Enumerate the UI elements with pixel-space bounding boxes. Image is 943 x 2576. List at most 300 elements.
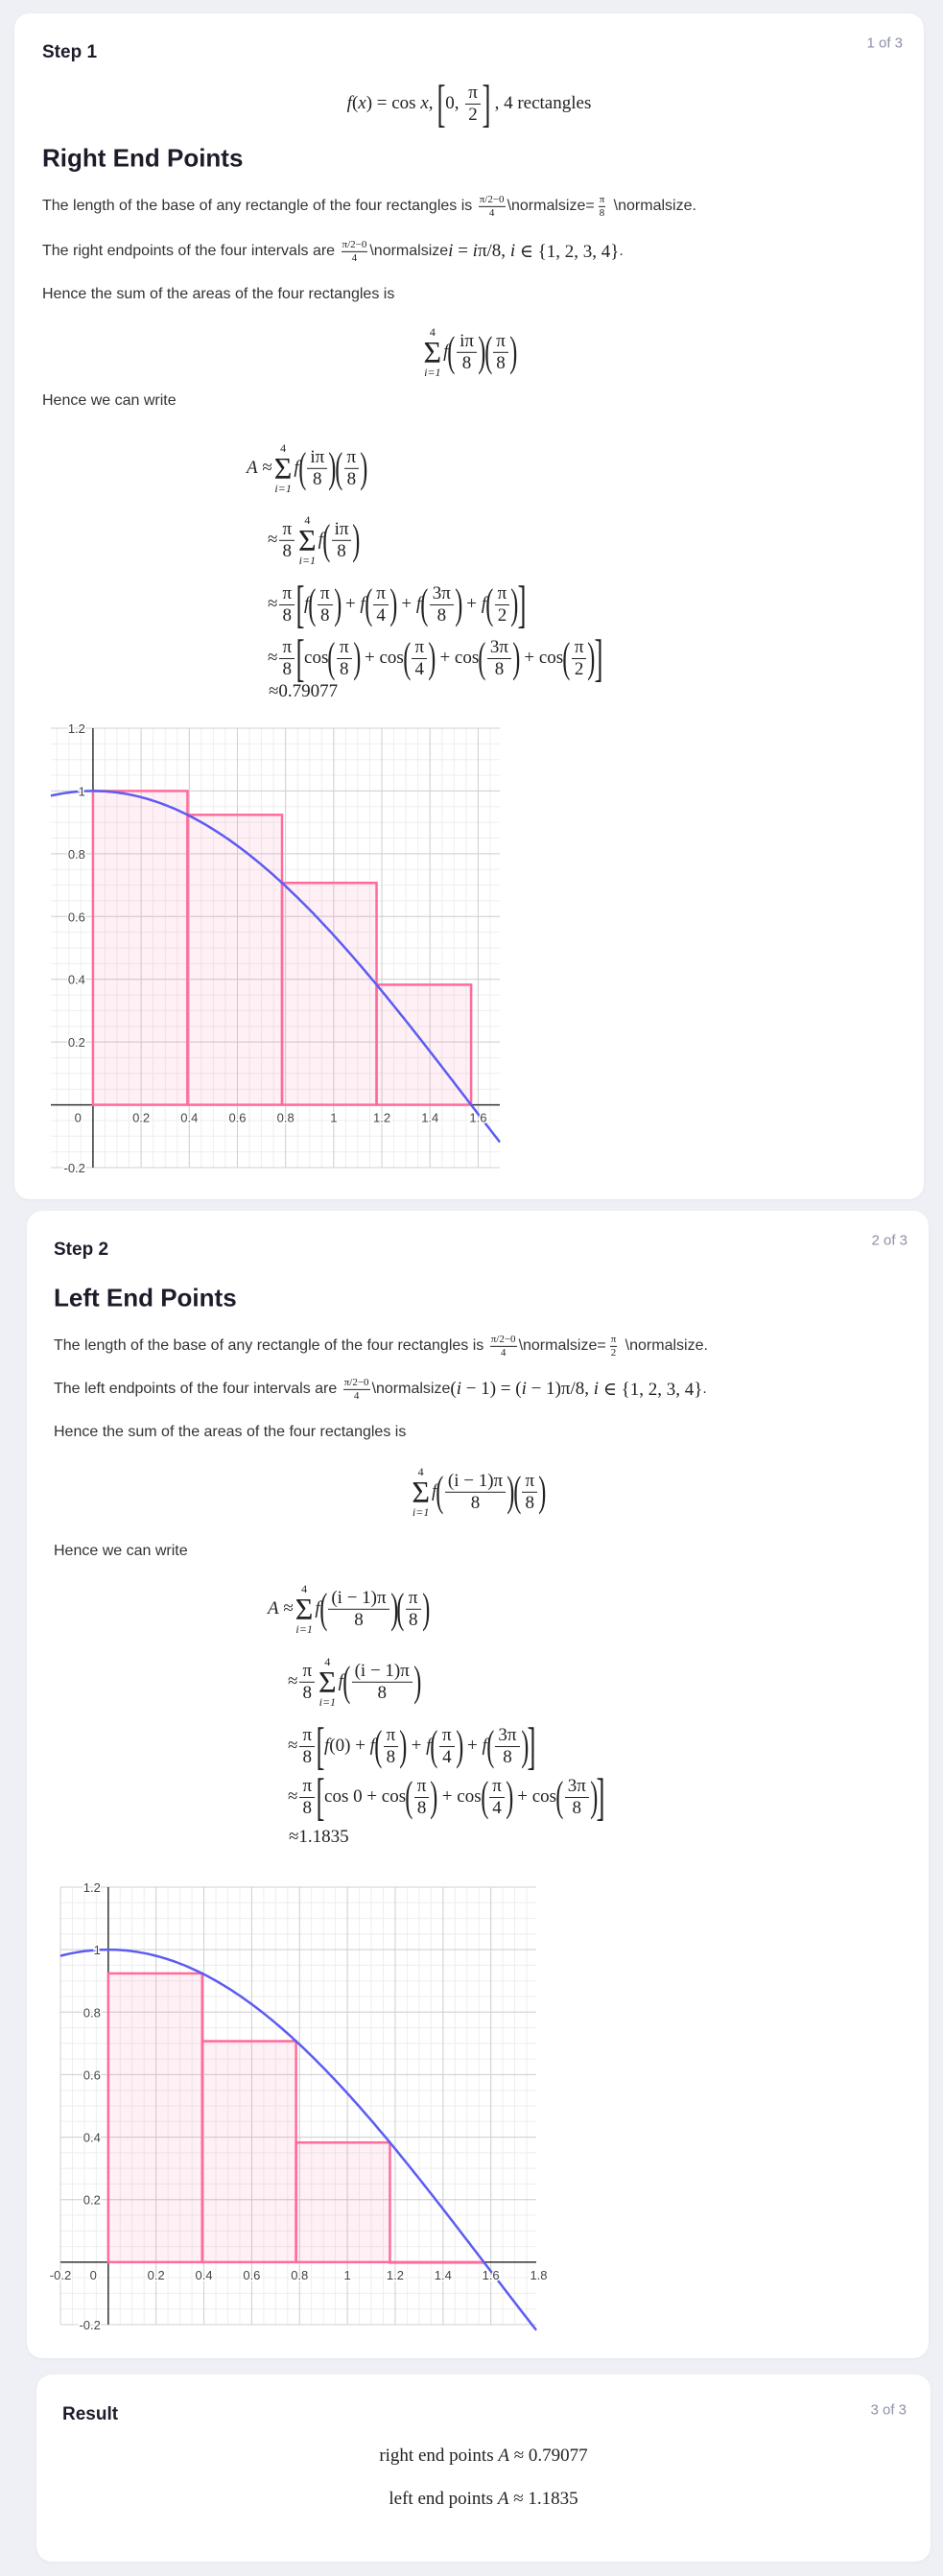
math-variable: x [420, 93, 429, 113]
fraction [373, 583, 389, 626]
denominator: 8 [386, 1746, 396, 1767]
section-heading: Right End Points [42, 143, 244, 173]
math-text: (0) + [329, 1736, 370, 1756]
right-paren: ) [430, 1773, 438, 1820]
fraction [495, 1725, 519, 1768]
bracket: [ [316, 1717, 325, 1775]
fraction [344, 447, 360, 490]
numerator: π [489, 1776, 505, 1798]
math-text: + [406, 1736, 427, 1756]
y-tick-label: 1.2 [83, 1880, 101, 1895]
derivation-line [247, 442, 367, 494]
numerator: π/2−0 [342, 238, 367, 250]
left-paren: ( [327, 634, 336, 681]
bracket: ] [482, 75, 491, 132]
math-variable: f [338, 1670, 343, 1691]
denominator: 8 [408, 1609, 418, 1630]
denominator: 8 [494, 658, 505, 679]
fraction [457, 331, 477, 374]
sum-upper-limit: 4 [280, 440, 287, 455]
fraction [279, 583, 295, 626]
math-text: ≈ [288, 1736, 298, 1756]
math-text: , [428, 93, 438, 113]
sum-formula [27, 1466, 929, 1518]
numerator: π/2−0 [490, 1333, 516, 1345]
right-paren: ) [590, 1773, 599, 1820]
paragraph-base-length [42, 194, 696, 219]
fraction [279, 519, 295, 562]
sum-lower-limit: i=1 [424, 366, 441, 380]
math-text: ≈ [268, 648, 278, 668]
fraction [299, 1661, 315, 1704]
x-tick-label: 0.8 [276, 1110, 295, 1125]
left-paren: ( [308, 580, 317, 627]
step-1-label: Step 1 [42, 42, 98, 62]
left-paren: ( [335, 443, 343, 491]
fraction [489, 1776, 505, 1819]
math-variable: A [497, 2489, 509, 2509]
denominator: 8 [302, 1746, 312, 1767]
left-paren: ( [430, 1722, 438, 1769]
right-paren: ) [352, 515, 361, 563]
left-paren: ( [396, 1584, 405, 1632]
text-segment: \normalsize= [507, 198, 595, 214]
math-variable: f [315, 1597, 320, 1619]
numerator: (i − 1)π [328, 1588, 389, 1610]
derivation-result [269, 681, 338, 702]
math-variable: f [482, 1736, 487, 1756]
math-variable: i [593, 1379, 600, 1399]
y-tick-label: 0.8 [67, 846, 85, 862]
math-text: cos [304, 648, 329, 668]
x-tick-label: 1 [343, 2267, 351, 2282]
numerator: π/2−0 [343, 1376, 369, 1388]
math-text: ≈ 1.1835 [508, 2489, 578, 2509]
sum-lower-limit: i=1 [295, 1622, 313, 1637]
math-text: ≈ [288, 1786, 298, 1807]
denominator: 8 [436, 604, 447, 626]
math-variable: A [268, 1597, 279, 1619]
left-paren: ( [298, 443, 307, 491]
left-paren: ( [405, 1773, 413, 1820]
y-tick-label: 0.2 [83, 2192, 101, 2208]
numerator: π [299, 1776, 315, 1798]
step-2-card [27, 1211, 929, 2358]
numerator: 3π [495, 1725, 519, 1747]
left-paren: ( [374, 1722, 383, 1769]
text-segment: . [702, 1381, 707, 1397]
right-endpoint-graph [51, 721, 500, 1175]
numerator: 3π [565, 1776, 589, 1798]
fraction [343, 1377, 370, 1402]
numerator: π [610, 1333, 617, 1345]
x-tick-label: -0.2 [49, 2267, 72, 2282]
write-intro: Hence we can write [42, 392, 177, 409]
math-text: + cos [519, 648, 564, 668]
sum-upper-limit: 4 [417, 1464, 424, 1478]
fraction [352, 1661, 413, 1704]
math-text: + [396, 594, 416, 614]
math-text: ∈ {1, 2, 3, 4} [515, 241, 620, 262]
left-paren: ( [485, 580, 494, 627]
fraction [493, 331, 508, 374]
left-paren: ( [319, 1584, 328, 1632]
bracket: ] [596, 1768, 605, 1826]
left-paren: ( [447, 327, 456, 375]
fraction [597, 194, 608, 219]
numerator: π [439, 1725, 455, 1747]
numerator: π [412, 637, 427, 659]
x-tick-label: 1.2 [373, 1110, 391, 1125]
numerator: (i − 1)π [352, 1661, 413, 1683]
numerator: π [414, 1776, 430, 1798]
fraction [406, 1588, 421, 1631]
text-segment: The left endpoints of the four intervals are [54, 1381, 342, 1397]
numerator: (i − 1)π [445, 1471, 506, 1493]
y-tick-label: 0.4 [67, 972, 85, 987]
derivation-line [268, 629, 603, 687]
math-variable: f [415, 594, 422, 614]
numerator: π [522, 1471, 537, 1493]
step-2-counter: 2 of 3 [871, 1232, 908, 1249]
fraction [479, 194, 506, 219]
derivation-result [289, 1827, 349, 1848]
text-segment: \normalsize. [621, 1337, 708, 1354]
fraction [490, 1334, 517, 1359]
fraction [495, 583, 510, 626]
sum-lower-limit: i=1 [412, 1505, 430, 1520]
text-segment: . [619, 243, 624, 259]
left-paren: ( [436, 1467, 444, 1515]
fraction [565, 1776, 589, 1819]
right-paren: ) [507, 1467, 515, 1515]
text-segment: Hence the sum of the areas of the four rectangles is [42, 286, 395, 302]
riemann-rectangle [187, 815, 282, 1104]
x-tick-label: 0.6 [228, 1110, 247, 1125]
paragraph-sum-intro [54, 1424, 406, 1441]
denominator: 4 [442, 1746, 452, 1767]
right-paren: ) [360, 443, 368, 491]
derivation-line [288, 1717, 536, 1775]
denominator: 8 [337, 540, 346, 561]
right-paren: ) [352, 634, 361, 681]
bracket: [ [295, 576, 305, 633]
text-segment: The length of the base of any rectangle of the four rectangles is [54, 1337, 488, 1354]
math-text: ( [450, 1379, 457, 1399]
math-text: + [461, 594, 482, 614]
denominator: 8 [461, 352, 472, 373]
text-segment: The length of the base of any rectangle of the four rectangles is [42, 198, 477, 214]
denominator: 8 [377, 1682, 387, 1703]
right-paren: ) [389, 580, 398, 627]
text-segment: Hence the sum of the areas of the four rectangles is [54, 1424, 407, 1440]
paragraph-endpoints [54, 1377, 707, 1402]
right-paren: ) [455, 1722, 463, 1769]
numerator: π [465, 83, 481, 105]
numerator: π [599, 193, 605, 205]
math-text: cos 0 + cos [324, 1786, 407, 1807]
sigma-symbol: Σ [295, 1591, 314, 1626]
denominator: 8 [346, 468, 357, 489]
sum-lower-limit: i=1 [318, 1695, 337, 1710]
math-text: right end points [379, 2446, 499, 2466]
result-right-endpoints [36, 2446, 931, 2467]
text-segment: \normalsize [369, 243, 449, 259]
math-text: ≈ [288, 1670, 298, 1691]
denominator: 8 [282, 540, 292, 561]
denominator: 8 [354, 1609, 364, 1630]
fraction [299, 1725, 315, 1768]
math-text: + [462, 1736, 483, 1756]
math-variable: f [324, 1736, 330, 1756]
text-segment: \normalsize [371, 1381, 451, 1397]
right-paren: ) [506, 1773, 514, 1820]
left-paren: ( [486, 1722, 495, 1769]
math-text: + cos [435, 648, 480, 668]
denominator: 4 [351, 251, 358, 264]
denominator: 4 [353, 1389, 360, 1402]
x-tick-label: 1.4 [434, 2267, 452, 2282]
math-text: ≈ [257, 457, 272, 478]
math-text: + cos [437, 1786, 482, 1807]
math-text: − 1) = ( [460, 1379, 522, 1399]
fraction [465, 83, 481, 126]
riemann-rectangle [282, 883, 377, 1104]
numerator: π [373, 583, 389, 605]
math-text: ≈ [268, 594, 278, 614]
right-paren: ) [328, 443, 337, 491]
math-variable: f [294, 457, 299, 478]
math-variable: f [369, 1736, 375, 1756]
fraction [318, 583, 333, 626]
denominator: 4 [488, 206, 495, 219]
paragraph-sum-intro [42, 286, 394, 303]
math-text: π/8, [477, 241, 510, 261]
origin-label: 0 [74, 1110, 82, 1125]
derivation-line [268, 514, 360, 566]
sigma-symbol: Σ [298, 522, 317, 557]
left-paren: ( [483, 327, 492, 375]
fraction [384, 1725, 399, 1768]
right-paren: ) [520, 1722, 529, 1769]
step-1-counter: 1 of 3 [866, 35, 903, 52]
x-tick-label: 1.6 [482, 2267, 500, 2282]
y-tick-label: 1 [78, 784, 85, 799]
math-variable: i [472, 241, 478, 261]
numerator: π [279, 637, 295, 659]
math-text: ≈ [268, 529, 278, 550]
summation [412, 1466, 430, 1518]
numerator: π [279, 583, 295, 605]
x-tick-label: 0.2 [132, 1110, 151, 1125]
left-paren: ( [513, 1467, 522, 1515]
fraction [307, 447, 327, 490]
denominator: 8 [282, 658, 292, 679]
sum-lower-limit: i=1 [274, 482, 292, 496]
text-segment: The right endpoints of the four intervals are [42, 243, 340, 259]
math-text: 0, [445, 93, 464, 113]
fraction [332, 519, 352, 562]
fraction [299, 1776, 315, 1819]
denominator: 8 [313, 468, 322, 489]
denominator: 4 [500, 1346, 507, 1359]
x-tick-label: 0.4 [180, 1110, 199, 1125]
bracket: [ [295, 629, 305, 687]
text-segment: \normalsize. [609, 198, 696, 214]
sum-formula [14, 326, 924, 378]
y-tick-label: 0.6 [67, 910, 85, 925]
riemann-rectangle [93, 791, 188, 1104]
math-variable: f [346, 93, 352, 113]
left-endpoint-graph [49, 1880, 548, 2332]
math-variable: f [360, 594, 365, 614]
denominator: 8 [525, 1492, 534, 1513]
y-tick-label: -0.2 [63, 1161, 85, 1175]
denominator: 8 [496, 352, 506, 373]
fraction [439, 1725, 455, 1768]
math-text: + cos [512, 1786, 557, 1807]
math-text: = [453, 241, 473, 261]
sum-upper-limit: 4 [429, 324, 436, 339]
math-text: ≈0.79077 [269, 681, 339, 701]
result-left-endpoints [36, 2489, 931, 2510]
right-paren: ) [333, 580, 342, 627]
left-paren: ( [480, 1773, 488, 1820]
given-formula [14, 75, 924, 132]
bracket: [ [316, 1768, 325, 1826]
math-variable: i [448, 241, 454, 261]
numerator: 3π [487, 637, 511, 659]
x-tick-label: 1 [330, 1110, 338, 1125]
result-card [36, 2375, 931, 2562]
numerator: π [572, 637, 587, 659]
numerator: π [299, 1725, 315, 1747]
fraction [522, 1471, 537, 1514]
numerator: iπ [332, 519, 352, 541]
result-label: Result [62, 2404, 119, 2424]
riemann-rectangle [202, 2042, 296, 2262]
math-variable: A [498, 2446, 509, 2466]
right-paren: ) [399, 1722, 408, 1769]
sum-upper-limit: 4 [324, 1654, 331, 1668]
right-paren: ) [509, 327, 518, 375]
derivation-line [288, 1768, 605, 1826]
sigma-symbol: Σ [273, 450, 293, 485]
sum-upper-limit: 4 [301, 1581, 308, 1595]
numerator: iπ [457, 331, 477, 353]
right-paren: ) [421, 1584, 430, 1632]
denominator: 4 [414, 658, 424, 679]
y-tick-label: 0.4 [83, 2130, 101, 2145]
x-tick-label: 1.6 [469, 1110, 487, 1125]
right-paren: ) [455, 580, 463, 627]
bracket: [ [436, 75, 446, 132]
y-tick-label: 1.2 [67, 721, 85, 736]
summation [424, 326, 442, 378]
summation [274, 442, 293, 494]
numerator: π [495, 583, 510, 605]
fraction [445, 1471, 506, 1514]
section-heading: Left End Points [54, 1283, 237, 1312]
math-variable: A [247, 457, 258, 478]
math-text: ) = cos [365, 93, 421, 113]
right-paren: ) [510, 580, 519, 627]
denominator: 8 [416, 1797, 427, 1818]
derivation-line [268, 1583, 429, 1635]
fraction [572, 637, 587, 680]
math-text: + cos [360, 648, 404, 668]
sum-lower-limit: i=1 [298, 554, 317, 568]
math-text: ≈ [278, 1597, 294, 1619]
fraction [279, 637, 295, 680]
numerator: π [337, 637, 352, 659]
denominator: 8 [599, 206, 605, 219]
denominator: 2 [574, 658, 584, 679]
denominator: 8 [470, 1492, 481, 1513]
math-text: ≈1.1835 [289, 1827, 349, 1847]
fraction [328, 1588, 389, 1631]
numerator: π [493, 331, 508, 353]
y-tick-label: 0.2 [67, 1035, 85, 1051]
math-text: ∈ {1, 2, 3, 4} [599, 1379, 703, 1400]
denominator: 8 [320, 604, 330, 626]
x-tick-label: 0.4 [195, 2267, 213, 2282]
summation [318, 1656, 337, 1708]
right-paren: ) [538, 1467, 547, 1515]
numerator: π [384, 1725, 399, 1747]
x-tick-label: 1.2 [386, 2267, 404, 2282]
left-paren: ( [322, 515, 331, 563]
right-paren: ) [512, 634, 521, 681]
riemann-rectangle [296, 2142, 390, 2262]
sum-upper-limit: 4 [304, 512, 311, 527]
math-text: ( [351, 93, 359, 113]
x-tick-label: 0.6 [243, 2267, 261, 2282]
denominator: 8 [572, 1797, 581, 1818]
left-paren: ( [555, 1773, 564, 1820]
math-variable: f [318, 529, 323, 550]
y-tick-label: 1 [93, 1943, 101, 1958]
math-variable: x [358, 93, 366, 113]
fraction [342, 239, 368, 264]
bracket: ] [527, 1717, 536, 1775]
step-1-card [14, 13, 924, 1199]
y-tick-label: -0.2 [79, 2318, 101, 2332]
math-variable: i [456, 1379, 461, 1399]
numerator: π [318, 583, 333, 605]
paragraph-endpoints [42, 239, 624, 264]
left-paren: ( [562, 634, 571, 681]
math-variable: f [426, 1736, 432, 1756]
math-variable: i [521, 1379, 527, 1399]
denominator: 8 [302, 1797, 312, 1818]
right-paren: ) [389, 1584, 398, 1632]
x-tick-label: 0.8 [291, 2267, 309, 2282]
right-paren: ) [428, 634, 436, 681]
fraction [430, 583, 454, 626]
derivation-line [288, 1656, 421, 1708]
fraction [337, 637, 352, 680]
summation [295, 1583, 314, 1635]
numerator: 3π [430, 583, 454, 605]
math-variable: f [481, 594, 487, 614]
denominator: 8 [340, 658, 349, 679]
numerator: π [279, 519, 295, 541]
right-paren: ) [587, 634, 596, 681]
origin-label: 0 [89, 2267, 97, 2282]
bracket: ] [517, 576, 527, 633]
derivation-line [268, 576, 527, 633]
